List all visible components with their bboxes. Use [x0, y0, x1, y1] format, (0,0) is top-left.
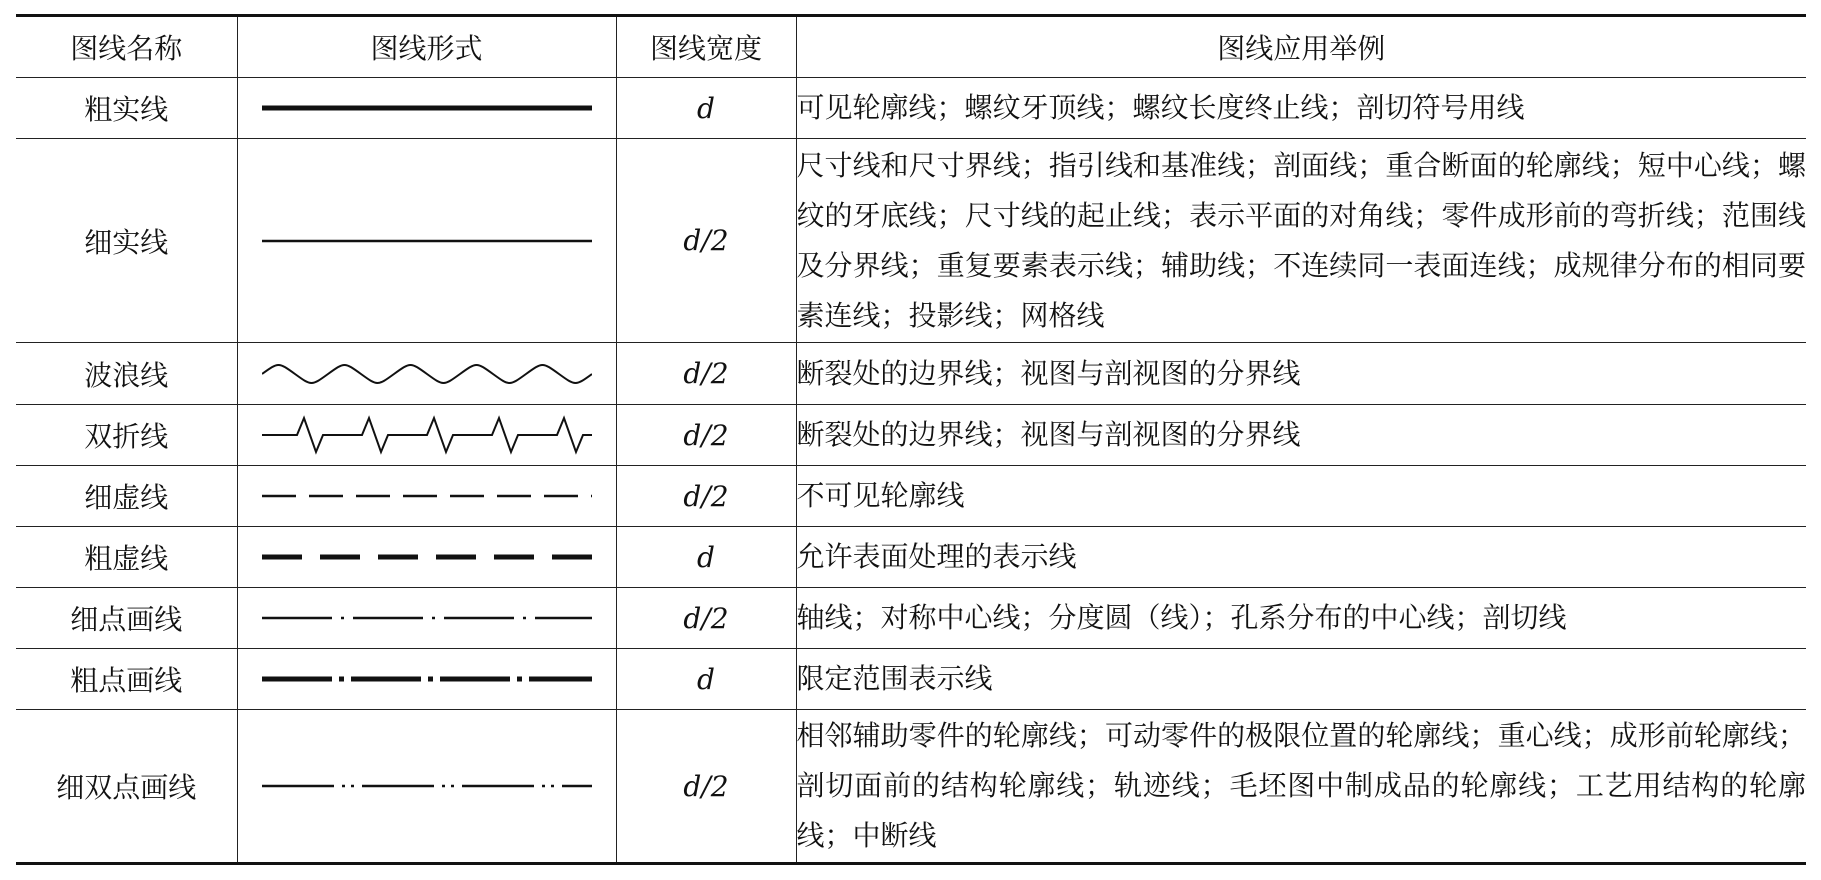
- line-width: d/2: [616, 343, 796, 405]
- line-usage: 轴线；对称中心线；分度圆（线）；孔系分布的中心线；剖切线: [796, 588, 1806, 649]
- line-name: 细实线: [16, 139, 237, 343]
- thick-solid-line-icon: [262, 98, 592, 118]
- line-usage: 尺寸线和尺寸界线；指引线和基准线；剖面线；重合断面的轮廓线；短中心线；螺纹的牙底线；尺寸线的起止线；表示平面的对角线；零件成形前的弯折线；范围线及分界线；重复要素表示线；辅助线；不连续同一表面连线；成规律分布的相同要素连线；投影线；网格线: [796, 139, 1806, 343]
- line-width: d/2: [616, 405, 796, 466]
- line-form-cell: [237, 139, 616, 343]
- header-row: [16, 16, 1806, 78]
- thin-solid-line-icon: [262, 231, 592, 251]
- line-name: 粗实线: [16, 78, 237, 139]
- line-usage: 可见轮廓线；螺纹牙顶线；螺纹长度终止线；剖切符号用线: [796, 78, 1806, 139]
- line-form-cell: [237, 649, 616, 710]
- thick-dashed-line-icon: [262, 547, 592, 567]
- line-usage: 相邻辅助零件的轮廓线；可动零件的极限位置的轮廓线；重心线；成形前轮廓线；剖切面前的结构轮廓线；轨迹线；毛坯图中制成品的轮廓线；工艺用结构的轮廓线；中断线: [796, 710, 1806, 864]
- line-usage: 断裂处的边界线；视图与剖视图的分界线: [796, 405, 1806, 466]
- zigzag-line-icon: [262, 412, 592, 458]
- line-usage: 限定范围表示线: [796, 649, 1806, 710]
- line-form-cell: [237, 78, 616, 139]
- line-usage: 不可见轮廓线: [796, 466, 1806, 527]
- thick-dash-dot-line-icon: [262, 669, 592, 689]
- line-width: d/2: [616, 466, 796, 527]
- table-row: [16, 466, 1806, 527]
- line-name: 粗点画线: [16, 649, 237, 710]
- table-row: [16, 649, 1806, 710]
- line-types-table: [16, 14, 1806, 865]
- table-row: [16, 588, 1806, 649]
- line-width: d: [616, 527, 796, 588]
- line-name: 波浪线: [16, 343, 237, 405]
- line-width: d/2: [616, 710, 796, 864]
- line-width: d: [616, 78, 796, 139]
- header-line-width: 图线宽度: [616, 16, 796, 78]
- line-width: d: [616, 649, 796, 710]
- table-row: [16, 78, 1806, 139]
- thin-dashed-line-icon: [262, 486, 592, 506]
- line-form-cell: [237, 710, 616, 864]
- line-form-cell: [237, 527, 616, 588]
- table-row: [16, 527, 1806, 588]
- table-row: [16, 139, 1806, 343]
- line-usage: 断裂处的边界线；视图与剖视图的分界线: [796, 343, 1806, 405]
- line-width: d/2: [616, 588, 796, 649]
- header-line-name: 图线名称: [16, 16, 237, 78]
- line-form-cell: [237, 405, 616, 466]
- line-name: 细虚线: [16, 466, 237, 527]
- line-name: 细双点画线: [16, 710, 237, 864]
- line-name: 双折线: [16, 405, 237, 466]
- header-line-form: 图线形式: [237, 16, 616, 78]
- thin-double-dash-dot-line-icon: [262, 776, 592, 796]
- wavy-line-icon: [262, 359, 592, 389]
- header-line-usage: 图线应用举例: [796, 16, 1806, 78]
- line-form-cell: [237, 466, 616, 527]
- table-row: [16, 405, 1806, 466]
- line-name: 细点画线: [16, 588, 237, 649]
- line-form-cell: [237, 343, 616, 405]
- line-usage: 允许表面处理的表示线: [796, 527, 1806, 588]
- line-name: 粗虚线: [16, 527, 237, 588]
- thin-dash-dot-line-icon: [262, 608, 592, 628]
- line-width: d/2: [616, 139, 796, 343]
- table-row: [16, 710, 1806, 864]
- line-form-cell: [237, 588, 616, 649]
- table-row: [16, 343, 1806, 405]
